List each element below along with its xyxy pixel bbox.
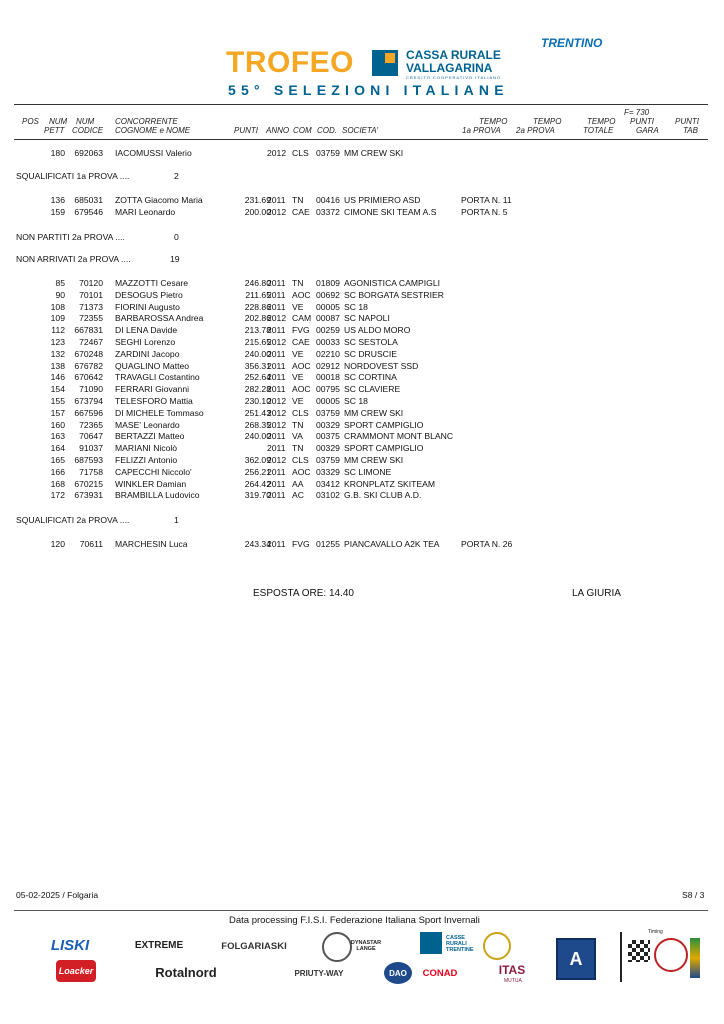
table-row <box>0 313 724 324</box>
table-row <box>0 420 724 431</box>
cell-pett: 136 <box>50 195 65 205</box>
section-title-non-partiti: NON PARTITI 2a PROVA .... <box>16 232 125 242</box>
cell-anno: 2011 <box>267 384 286 395</box>
cell-cod: 03759 <box>316 407 340 418</box>
dao-logo: DAO <box>384 962 412 984</box>
col-tempo-totale: TEMPO <box>587 117 616 126</box>
table-row <box>0 431 724 442</box>
cell-societa: KRONPLATZ SKITEAM <box>344 478 436 489</box>
cell-societa: SPORT CAMPIGLIO <box>344 443 424 454</box>
table-row <box>0 539 724 550</box>
header-rule-bottom <box>14 139 708 140</box>
dynastar-lange-logo: DYNASTAR LANGE <box>350 940 382 952</box>
cell-codice: 667831 <box>74 325 103 336</box>
cell-codice: 72365 <box>79 419 103 430</box>
cell-societa: SC SESTOLA <box>344 337 398 347</box>
cell-societa: US PRIMIERO ASD <box>344 195 421 205</box>
cell-punti: 202.86 <box>244 313 271 324</box>
cell-pett: 154 <box>50 384 65 395</box>
cell-anno: 2011 <box>267 478 286 489</box>
timing-label: Timing <box>648 929 663 935</box>
cell-pett: 120 <box>50 539 65 549</box>
cell-cod: 00329 <box>316 419 340 430</box>
priuty-way-logo: PRIUTY-WAY <box>294 968 344 978</box>
cell-cod: 03372 <box>316 206 340 217</box>
cell-note: PORTA N. 5 <box>461 206 508 217</box>
cell-pett: 159 <box>50 206 65 217</box>
trofeo-title: TROFEO <box>226 46 354 79</box>
col-anno: ANNO <box>266 126 290 135</box>
itas-subtitle: MUTUA <box>504 978 522 984</box>
table-row <box>0 396 724 407</box>
col-num-codice: NUM <box>76 117 95 126</box>
esposta-ore: ESPOSTA ORE: 14.40 <box>253 588 354 599</box>
cell-punti: 215.65 <box>244 337 271 347</box>
cell-cod: 00692 <box>316 289 340 300</box>
cell-punti: 228.86 <box>244 301 271 312</box>
cell-cod: 01809 <box>316 278 340 288</box>
section-count-squalificati-2: 1 <box>174 515 179 525</box>
cell-pett: 168 <box>50 478 65 489</box>
cell-codice: 685031 <box>74 195 103 205</box>
col-num-pett: NUM <box>49 117 68 126</box>
cell-note: PORTA N. 11 <box>461 195 512 205</box>
table-row <box>0 207 724 218</box>
cell-note: PORTA N. 26 <box>461 539 513 549</box>
cell-com: AOC <box>292 384 311 395</box>
table-row <box>0 290 724 301</box>
cell-anno: 2011 <box>267 289 286 300</box>
cell-societa: SC 18 <box>344 301 368 312</box>
table-row <box>0 490 724 501</box>
cell-codice: 676782 <box>74 360 103 371</box>
cell-anno: 2011 <box>267 539 286 549</box>
cell-punti: 264.42 <box>244 478 271 489</box>
cell-nome: MARI Leonardo <box>115 206 176 217</box>
table-row <box>0 195 724 206</box>
table-row <box>0 278 724 289</box>
cell-com: CAM <box>292 313 312 324</box>
cell-pett: 146 <box>50 372 65 383</box>
cell-pett: 85 <box>55 278 65 288</box>
cell-pett: 155 <box>50 396 65 406</box>
loacker-logo: Loacker <box>56 960 96 982</box>
la-giuria: LA GIURIA <box>572 588 621 599</box>
cell-nome: BERTAZZI Matteo <box>115 431 185 442</box>
cell-codice: 679546 <box>74 206 103 217</box>
cell-pett: 108 <box>50 301 65 312</box>
cell-codice: 72467 <box>79 337 103 347</box>
cell-com: AC <box>292 490 304 501</box>
cell-pett: 157 <box>50 407 65 418</box>
cell-societa: SC BORGATA SESTRIER <box>344 289 444 300</box>
table-row <box>0 455 724 466</box>
cell-nome: TELESFORO Mattia <box>115 396 193 406</box>
conad-logo: CONAD <box>422 967 458 979</box>
cell-punti: 243.34 <box>244 539 271 549</box>
col-totale: TOTALE <box>583 126 614 135</box>
col-prova2: 2a PROVA <box>516 126 555 135</box>
header-rule-top <box>14 104 708 105</box>
cell-punti: 252.64 <box>244 372 271 383</box>
cell-com: TN <box>292 278 304 288</box>
cell-nome: SEGHI Lorenzo <box>115 337 176 347</box>
cell-anno: 2011 <box>267 360 286 371</box>
cell-anno: 2012 <box>267 148 287 158</box>
trentino-logo: TRENTINO <box>541 36 603 50</box>
cell-codice: 687593 <box>74 455 103 465</box>
table-row <box>0 408 724 419</box>
extreme-logo: EXTREME <box>134 939 184 951</box>
casse-rurali-logo: CASSE RURALI TRENTINE <box>446 935 474 953</box>
cell-anno: 2011 <box>267 278 286 288</box>
table-row <box>0 349 724 360</box>
cell-societa: NORDOVEST SSD <box>344 360 419 371</box>
table-row <box>0 372 724 383</box>
cell-nome: ZARDINI Jacopo <box>115 348 180 359</box>
cassa-rurale-logo <box>372 50 398 76</box>
cell-pett: 90 <box>55 289 65 300</box>
col-punti-tab: PUNTI <box>675 117 699 126</box>
table-row <box>0 467 724 478</box>
cell-societa: MM CREW SKI <box>344 148 404 158</box>
cell-anno: 2011 <box>267 195 286 205</box>
cell-com: VA <box>292 431 303 442</box>
cell-com: CLS <box>292 148 309 158</box>
cell-nome: MAZZOTTI Cesare <box>115 278 189 288</box>
timing-emblem-icon <box>654 938 688 972</box>
cell-societa: SC 18 <box>344 396 368 406</box>
sponsor-tagline: CREDITO COOPERATIVO ITALIANO <box>406 75 502 80</box>
cell-com: VE <box>292 396 304 406</box>
cell-codice: 673794 <box>74 396 103 406</box>
event-subtitle: 55° SELEZIONI ITALIANE <box>228 82 509 98</box>
cell-anno: 2012 <box>267 313 287 324</box>
cell-codice: 692063 <box>74 148 103 158</box>
cell-com: TN <box>292 443 304 454</box>
col-com: COM <box>293 126 312 135</box>
cell-punti: 268.35 <box>244 419 271 430</box>
cell-pett: 172 <box>50 490 65 501</box>
cell-punti: 362.09 <box>244 455 271 465</box>
divider <box>620 932 622 982</box>
sponsor-name-line2: VALLAGARINA <box>406 61 493 75</box>
cell-societa: MM CREW SKI <box>344 455 404 465</box>
cell-anno: 2011 <box>267 466 286 477</box>
cell-cod: 00005 <box>316 396 340 406</box>
cell-codice: 71373 <box>79 301 103 312</box>
cell-pett: 166 <box>50 466 65 477</box>
cell-cod: 00259 <box>316 325 340 336</box>
cell-punti: 230.10 <box>244 396 271 406</box>
cell-anno: 2012 <box>267 206 287 217</box>
cell-codice: 70101 <box>79 289 103 300</box>
cell-codice: 670215 <box>74 478 103 489</box>
cell-societa: CRAMMONT MONT BLANC <box>344 431 454 442</box>
cell-cod: 00033 <box>316 337 340 347</box>
col-cognome-nome: COGNOME e NOME <box>115 126 191 135</box>
col-pett: PETT <box>44 126 65 135</box>
cell-pett: 180 <box>50 148 65 158</box>
table-row <box>0 479 724 490</box>
cell-anno: 2012 <box>267 407 287 418</box>
col-tempo2: TEMPO <box>533 117 562 126</box>
cell-societa: SC LIMONE <box>344 466 392 477</box>
cell-nome: FERRARI Giovanni <box>115 384 190 395</box>
section-count-non-arrivati: 19 <box>170 254 180 264</box>
section-title-squalificati-1: SQUALIFICATI 1a PROVA .... <box>16 171 130 181</box>
cell-cod: 02912 <box>316 360 340 371</box>
cell-punti: 356.31 <box>244 360 271 371</box>
cell-pett: 132 <box>50 348 65 359</box>
cell-anno: 2011 <box>267 490 286 501</box>
cell-anno: 2012 <box>267 396 287 406</box>
cell-pett: 165 <box>50 455 65 465</box>
cell-pett: 138 <box>50 360 65 371</box>
cell-nome: CAPECCHI Niccolo' <box>115 466 192 477</box>
cell-nome: IACOMUSSI Valerio <box>115 148 192 158</box>
cell-anno: 2012 <box>267 455 287 465</box>
cell-nome: MARIANI Nicolò <box>115 443 178 454</box>
trentino-vertical-icon <box>690 938 700 978</box>
cell-nome: MARCHESIN Luca <box>115 539 188 549</box>
cell-cod: 00018 <box>316 372 340 383</box>
cell-nome: BARBAROSSA Andrea <box>115 313 204 324</box>
cell-cod: 03759 <box>316 455 340 465</box>
cell-codice: 71758 <box>79 466 103 477</box>
cell-codice: 70120 <box>79 278 103 288</box>
cell-codice: 70611 <box>79 539 103 549</box>
cell-cod: 00329 <box>316 443 340 454</box>
col-societa: SOCIETA' <box>342 126 379 135</box>
cell-societa: SPORT CAMPIGLIO <box>344 419 424 430</box>
cell-anno: 2011 <box>267 325 286 336</box>
cell-cod: 00795 <box>316 384 340 395</box>
cell-societa: SC NAPOLI <box>344 313 390 324</box>
cell-com: CAE <box>292 337 310 347</box>
cell-com: AOC <box>292 360 311 371</box>
checkered-flag-icon <box>628 940 650 962</box>
table-row <box>0 148 724 159</box>
section-title-squalificati-2: SQUALIFICATI 2a PROVA .... <box>16 515 130 525</box>
cell-societa: SC DRUSCIE <box>344 348 398 359</box>
cell-societa: CIMONE SKI TEAM A.S <box>344 206 437 217</box>
table-row <box>0 325 724 336</box>
cell-societa: PIANCAVALLO A2K TEA <box>344 539 440 549</box>
cell-nome: DI MICHELE Tommaso <box>115 407 204 418</box>
cell-cod: 00087 <box>316 313 340 324</box>
table-row <box>0 384 724 395</box>
cell-codice: 670248 <box>74 348 103 359</box>
itas-logo: ITAS <box>498 963 526 977</box>
cell-pett: 123 <box>50 337 65 347</box>
cell-punti: 256.21 <box>244 466 271 477</box>
cell-com: CAE <box>292 206 310 217</box>
page-number: S8 / 3 <box>682 890 705 900</box>
col-tempo1: TEMPO <box>479 117 508 126</box>
cell-anno: 2011 <box>267 301 286 312</box>
cell-anno: 2012 <box>267 337 287 347</box>
cell-com: CLS <box>292 455 309 465</box>
cell-codice: 91037 <box>79 443 103 454</box>
cell-com: CLS <box>292 407 309 418</box>
cell-com: VE <box>292 301 304 312</box>
cell-cod: 03329 <box>316 466 340 477</box>
cell-com: TN <box>292 419 304 430</box>
col-cod: COD. <box>317 126 337 135</box>
cell-cod: 01255 <box>316 539 340 549</box>
cell-nome: QUAGLINO Matteo <box>115 360 190 371</box>
cell-societa: SC CORTINA <box>344 372 397 383</box>
cell-punti: 211.65 <box>245 289 271 300</box>
cell-codice: 72355 <box>79 313 103 324</box>
cell-punti: 213.78 <box>244 325 271 336</box>
cell-com: FVG <box>292 539 310 549</box>
table-row <box>0 443 724 454</box>
cell-anno: 2011 <box>267 443 286 454</box>
cell-com: VE <box>292 372 304 383</box>
cell-nome: DI LENA Davide <box>115 325 178 336</box>
cell-com: TN <box>292 195 304 205</box>
cell-punti: 240.00 <box>244 348 271 359</box>
cell-anno: 2011 <box>267 431 286 442</box>
cell-nome: TRAVAGLI Costantino <box>115 372 200 383</box>
cell-punti: 246.80 <box>244 278 271 288</box>
col-codice: CODICE <box>72 126 104 135</box>
cell-pett: 112 <box>51 325 65 336</box>
cell-punti: 231.69 <box>244 195 271 205</box>
cell-cod: 03412 <box>316 478 340 489</box>
table-row <box>0 302 724 313</box>
cell-nome: WINKLER Damian <box>115 478 187 489</box>
cell-nome: FIORINI Augusto <box>115 301 180 312</box>
date-place: 05-02-2025 / Folgaria <box>16 890 99 900</box>
cell-anno: 2011 <box>267 372 286 383</box>
f-value: F= 730 <box>624 108 650 117</box>
cell-nome: FELIZZI Antonio <box>115 455 178 465</box>
cell-com: VE <box>292 348 304 359</box>
section-count-non-partiti: 0 <box>174 232 179 242</box>
emblem-icon <box>483 932 511 960</box>
col-gara: GARA <box>636 126 659 135</box>
col-tab: TAB <box>683 126 698 135</box>
col-prova1: 1a PROVA <box>462 126 501 135</box>
cell-cod: 00375 <box>316 431 340 442</box>
cell-com: AOC <box>292 289 311 300</box>
section-title-non-arrivati: NON ARRIVATI 2a PROVA .... <box>16 254 131 264</box>
col-concorrente: CONCORRENTE <box>115 117 178 126</box>
col-punti-gara: PUNTI <box>630 117 654 126</box>
cell-societa: AGONISTICA CAMPIGLI <box>344 278 440 288</box>
folgaria-ski-logo: FOLGARIASKI <box>221 940 287 952</box>
rotalnord-logo: Rotalnord <box>155 964 217 980</box>
cell-societa: MM CREW SKI <box>344 407 404 418</box>
cell-nome: BRAMBILLA Ludovico <box>115 490 200 501</box>
cell-cod: 00005 <box>316 301 340 312</box>
cell-codice: 667596 <box>74 407 103 418</box>
cell-com: FVG <box>292 325 310 336</box>
section-count-squalificati-1: 2 <box>174 171 179 181</box>
sponsor-name-line1: CASSA RURALE <box>406 48 501 62</box>
casse-rurali-icon <box>420 932 442 954</box>
cell-pett: 163 <box>50 431 65 442</box>
cell-cod: 03102 <box>316 490 340 501</box>
cell-anno: 2012 <box>267 419 287 430</box>
cell-nome: ZOTTA Giacomo Maria <box>115 195 203 205</box>
cell-punti: 251.43 <box>244 407 271 418</box>
cell-pett: 164 <box>50 443 65 454</box>
liski-logo: LISKI <box>50 936 90 954</box>
cell-punti: 282.28 <box>244 384 271 395</box>
col-pos: POS <box>22 117 39 126</box>
cell-societa: US ALDO MORO <box>344 325 411 336</box>
cell-nome: DESOGUS Pietro <box>115 289 183 300</box>
cell-codice: 670642 <box>74 372 103 383</box>
table-row <box>0 361 724 372</box>
cell-com: AOC <box>292 466 311 477</box>
cell-pett: 160 <box>50 419 65 430</box>
cell-codice: 70647 <box>79 431 103 442</box>
cell-pett: 109 <box>50 313 65 324</box>
a-logo: A <box>556 938 596 980</box>
cell-societa: SC CLAVIERE <box>344 384 401 395</box>
col-punti: PUNTI <box>234 126 258 135</box>
cell-punti: 240.00 <box>244 431 271 442</box>
cell-codice: 71090 <box>79 384 103 395</box>
cell-nome: MASE' Leonardo <box>115 419 180 430</box>
cell-cod: 00416 <box>316 195 340 205</box>
table-row <box>0 337 724 348</box>
cell-societa: G.B. SKI CLUB A.D. <box>344 490 422 501</box>
cell-codice: 673931 <box>74 490 103 501</box>
cell-punti: 200.00 <box>244 206 271 217</box>
cell-cod: 03759 <box>316 148 340 158</box>
cell-punti: 319.70 <box>244 490 271 501</box>
cell-cod: 02210 <box>316 348 340 359</box>
rossignol-icon <box>322 932 352 962</box>
cell-anno: 2011 <box>267 348 286 359</box>
footer-rule <box>14 910 708 911</box>
data-processing: Data processing F.I.S.I. Federazione Italiana Sport Invernali <box>229 915 480 926</box>
cell-com: AA <box>292 478 304 489</box>
